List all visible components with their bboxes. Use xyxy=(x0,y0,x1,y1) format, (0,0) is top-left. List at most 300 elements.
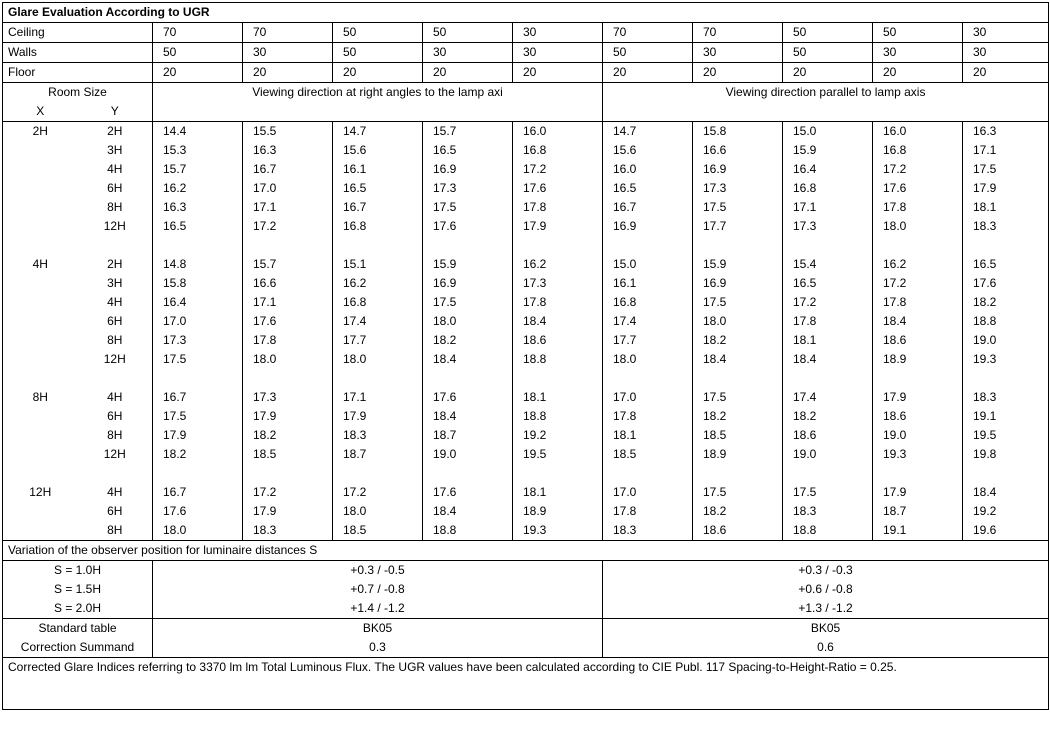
y-value: 12H xyxy=(78,217,153,236)
table-row xyxy=(3,217,1049,236)
table-row xyxy=(3,521,1049,541)
perpendicular-header-underline xyxy=(153,102,603,122)
x-header: X xyxy=(3,102,78,122)
parallel-header-underline xyxy=(603,102,1049,122)
floor-value: 20 xyxy=(513,63,603,83)
variation-perp-value: +0.7 / -0.8 xyxy=(153,580,603,599)
ugr-value: 17.5 xyxy=(153,407,243,426)
variation-header-row xyxy=(3,541,1049,561)
ugr-value: 14.4 xyxy=(153,122,243,142)
walls-value: 50 xyxy=(603,43,693,63)
ceiling-value: 50 xyxy=(873,23,963,43)
walls-value: 50 xyxy=(153,43,243,63)
ugr-value: 18.7 xyxy=(333,445,423,464)
standard-table-perp: BK05 xyxy=(153,619,603,639)
ugr-value: 16.0 xyxy=(513,122,603,142)
y-value: 2H xyxy=(78,255,153,274)
ugr-value: 17.6 xyxy=(873,179,963,198)
ugr-value: 18.0 xyxy=(153,521,243,541)
ugr-value: 17.9 xyxy=(333,407,423,426)
ceiling-value: 30 xyxy=(963,23,1049,43)
y-value: 12H xyxy=(78,445,153,464)
ugr-value: 18.7 xyxy=(423,426,513,445)
ugr-value: 16.9 xyxy=(603,217,693,236)
variation-row xyxy=(3,580,1049,599)
y-value: 6H xyxy=(78,502,153,521)
ugr-value: 15.0 xyxy=(603,255,693,274)
variation-row xyxy=(3,599,1049,619)
ugr-value: 17.6 xyxy=(423,483,513,502)
y-value: 6H xyxy=(78,312,153,331)
table-row xyxy=(3,312,1049,331)
y-value: 4H xyxy=(78,388,153,407)
ugr-value: 17.5 xyxy=(693,198,783,217)
ceiling-value: 50 xyxy=(783,23,873,43)
y-value: 2H xyxy=(78,122,153,142)
variation-header: Variation of the observer position for luminaire distances S xyxy=(3,541,1049,561)
ugr-value: 17.6 xyxy=(423,388,513,407)
ugr-value: 17.5 xyxy=(963,160,1049,179)
y-value: 4H xyxy=(78,293,153,312)
ugr-value: 17.5 xyxy=(423,198,513,217)
ugr-value: 18.9 xyxy=(693,445,783,464)
ugr-value: 15.0 xyxy=(783,122,873,142)
ugr-value: 18.5 xyxy=(693,426,783,445)
ugr-value: 16.5 xyxy=(153,217,243,236)
ugr-value: 17.5 xyxy=(693,388,783,407)
group-spacer xyxy=(3,236,1049,255)
ugr-value: 17.9 xyxy=(963,179,1049,198)
y-value: 12H xyxy=(78,350,153,369)
ugr-value: 19.0 xyxy=(963,331,1049,350)
ugr-value: 18.5 xyxy=(603,445,693,464)
ugr-value: 17.1 xyxy=(783,198,873,217)
ugr-value: 18.8 xyxy=(963,312,1049,331)
table-row xyxy=(3,331,1049,350)
standard-table-label: Standard table xyxy=(3,619,153,639)
ugr-value: 15.3 xyxy=(153,141,243,160)
ugr-value: 16.5 xyxy=(333,179,423,198)
ugr-value: 14.7 xyxy=(333,122,423,142)
ugr-value: 16.4 xyxy=(153,293,243,312)
ugr-value: 17.0 xyxy=(603,388,693,407)
ugr-value: 19.5 xyxy=(513,445,603,464)
ugr-value: 16.6 xyxy=(243,274,333,293)
ugr-value: 16.9 xyxy=(693,274,783,293)
header-row-direction xyxy=(3,83,1049,103)
walls-value: 50 xyxy=(783,43,873,63)
ugr-value: 18.6 xyxy=(513,331,603,350)
ugr-value: 18.2 xyxy=(243,426,333,445)
ugr-value: 18.6 xyxy=(783,426,873,445)
ugr-value: 17.6 xyxy=(963,274,1049,293)
ugr-value: 17.0 xyxy=(243,179,333,198)
reflectance-row-walls xyxy=(3,43,1049,63)
reflectance-row-floor xyxy=(3,63,1049,83)
ugr-value: 17.0 xyxy=(153,312,243,331)
ugr-value: 17.5 xyxy=(693,483,783,502)
ugr-value: 17.6 xyxy=(423,217,513,236)
standard-table-para: BK05 xyxy=(603,619,1049,639)
ugr-value: 19.0 xyxy=(423,445,513,464)
floor-value: 20 xyxy=(783,63,873,83)
ugr-value: 15.5 xyxy=(243,122,333,142)
ugr-value: 19.1 xyxy=(963,407,1049,426)
ugr-value: 18.8 xyxy=(423,521,513,541)
ugr-value: 18.8 xyxy=(513,407,603,426)
x-value-empty xyxy=(3,141,78,160)
ugr-value: 17.7 xyxy=(333,331,423,350)
ugr-value: 17.3 xyxy=(783,217,873,236)
ugr-value: 17.5 xyxy=(423,293,513,312)
ugr-value: 18.4 xyxy=(513,312,603,331)
ugr-value: 16.3 xyxy=(243,141,333,160)
ugr-value: 17.8 xyxy=(603,502,693,521)
ugr-value: 14.7 xyxy=(603,122,693,142)
ugr-value: 17.6 xyxy=(513,179,603,198)
ugr-value: 16.2 xyxy=(153,179,243,198)
ugr-value: 18.2 xyxy=(693,502,783,521)
table-row xyxy=(3,483,1049,502)
x-value: 12H xyxy=(3,483,78,502)
ugr-value: 18.3 xyxy=(963,388,1049,407)
ugr-value: 15.7 xyxy=(423,122,513,142)
ugr-value: 18.0 xyxy=(873,217,963,236)
ugr-value: 17.9 xyxy=(513,217,603,236)
ugr-value: 16.5 xyxy=(603,179,693,198)
variation-perp-value: +0.3 / -0.5 xyxy=(153,561,603,581)
ugr-value: 15.7 xyxy=(153,160,243,179)
ugr-value: 18.1 xyxy=(603,426,693,445)
ugr-value: 16.8 xyxy=(513,141,603,160)
ugr-value: 18.4 xyxy=(783,350,873,369)
x-value-empty xyxy=(3,293,78,312)
row-label-floor: Floor xyxy=(3,63,153,83)
y-value: 3H xyxy=(78,274,153,293)
x-value-empty xyxy=(3,160,78,179)
table-row xyxy=(3,198,1049,217)
variation-para-value: +0.6 / -0.8 xyxy=(603,580,1049,599)
ugr-value: 16.3 xyxy=(153,198,243,217)
ugr-value: 18.2 xyxy=(693,407,783,426)
correction-summand-para: 0.6 xyxy=(603,638,1049,658)
x-value-empty xyxy=(3,350,78,369)
ugr-value: 18.0 xyxy=(243,350,333,369)
ugr-value: 16.8 xyxy=(873,141,963,160)
ugr-value: 17.5 xyxy=(783,483,873,502)
ugr-value: 15.8 xyxy=(153,274,243,293)
walls-value: 30 xyxy=(873,43,963,63)
ugr-value: 17.8 xyxy=(603,407,693,426)
table-row xyxy=(3,255,1049,274)
ugr-value: 16.3 xyxy=(963,122,1049,142)
ugr-value: 19.0 xyxy=(783,445,873,464)
ugr-value: 19.6 xyxy=(963,521,1049,541)
y-value: 8H xyxy=(78,331,153,350)
ceiling-value: 70 xyxy=(603,23,693,43)
ugr-value: 17.8 xyxy=(783,312,873,331)
y-value: 6H xyxy=(78,407,153,426)
x-value-empty xyxy=(3,217,78,236)
ugr-value: 18.3 xyxy=(243,521,333,541)
ugr-value: 18.4 xyxy=(423,350,513,369)
x-value-empty xyxy=(3,331,78,350)
ugr-value: 17.1 xyxy=(963,141,1049,160)
ugr-value: 15.4 xyxy=(783,255,873,274)
footer-note: Corrected Glare Indices referring to 3370 lm lm Total Luminous Flux. The UGR values have been calculated according to CIE Publ. 117 Spacing-to-Height-Ratio = 0.25. xyxy=(3,658,1049,678)
table-row xyxy=(3,445,1049,464)
walls-value: 30 xyxy=(513,43,603,63)
ugr-value: 19.3 xyxy=(963,350,1049,369)
x-value-empty xyxy=(3,521,78,541)
ugr-value: 16.7 xyxy=(333,198,423,217)
ugr-value: 17.9 xyxy=(243,502,333,521)
title-row xyxy=(3,3,1049,23)
table-row xyxy=(3,160,1049,179)
ugr-value: 17.2 xyxy=(873,160,963,179)
ugr-value: 18.5 xyxy=(333,521,423,541)
floor-value: 20 xyxy=(873,63,963,83)
footer-spacer xyxy=(3,677,1049,710)
floor-value: 20 xyxy=(603,63,693,83)
ceiling-value: 50 xyxy=(333,23,423,43)
ugr-value: 17.8 xyxy=(873,293,963,312)
row-label-walls: Walls xyxy=(3,43,153,63)
ugr-value: 17.9 xyxy=(243,407,333,426)
parallel-direction-header: Viewing direction parallel to lamp axis xyxy=(603,83,1049,103)
walls-value: 30 xyxy=(693,43,783,63)
ugr-value: 17.2 xyxy=(243,217,333,236)
footer-spacer-row xyxy=(3,677,1049,710)
x-value-empty xyxy=(3,198,78,217)
ugr-value: 19.8 xyxy=(963,445,1049,464)
walls-value: 30 xyxy=(963,43,1049,63)
table-row xyxy=(3,426,1049,445)
ugr-value: 17.1 xyxy=(333,388,423,407)
y-header: Y xyxy=(78,102,153,122)
ugr-value: 17.7 xyxy=(693,217,783,236)
ugr-value: 18.7 xyxy=(873,502,963,521)
ugr-value: 16.8 xyxy=(333,293,423,312)
ugr-value: 18.3 xyxy=(603,521,693,541)
ugr-value: 16.0 xyxy=(603,160,693,179)
y-value: 4H xyxy=(78,160,153,179)
ugr-value: 17.2 xyxy=(333,483,423,502)
table-row xyxy=(3,407,1049,426)
ugr-value: 17.3 xyxy=(513,274,603,293)
floor-value: 20 xyxy=(423,63,513,83)
ugr-value: 17.3 xyxy=(153,331,243,350)
ugr-value: 15.8 xyxy=(693,122,783,142)
ugr-value: 17.9 xyxy=(873,483,963,502)
ugr-value: 16.2 xyxy=(513,255,603,274)
ugr-value: 18.4 xyxy=(873,312,963,331)
ugr-value: 16.7 xyxy=(153,388,243,407)
ugr-value: 18.3 xyxy=(783,502,873,521)
ugr-value: 17.0 xyxy=(603,483,693,502)
reflectance-row-ceiling xyxy=(3,23,1049,43)
y-value: 3H xyxy=(78,141,153,160)
ugr-table xyxy=(2,2,1049,710)
ugr-value: 19.3 xyxy=(873,445,963,464)
correction-summand-row xyxy=(3,638,1049,658)
group-spacer xyxy=(3,464,1049,483)
ugr-value: 17.9 xyxy=(873,388,963,407)
table-row xyxy=(3,293,1049,312)
ugr-value: 18.4 xyxy=(423,407,513,426)
x-value-empty xyxy=(3,445,78,464)
ugr-value: 16.8 xyxy=(603,293,693,312)
x-value: 2H xyxy=(3,122,78,142)
ugr-value: 17.8 xyxy=(513,198,603,217)
group-spacer xyxy=(3,369,1049,388)
walls-value: 30 xyxy=(423,43,513,63)
x-value-empty xyxy=(3,179,78,198)
ugr-value: 18.2 xyxy=(423,331,513,350)
ugr-value: 18.6 xyxy=(693,521,783,541)
variation-row xyxy=(3,561,1049,581)
x-value-empty xyxy=(3,426,78,445)
ugr-value: 18.3 xyxy=(963,217,1049,236)
ugr-value: 17.2 xyxy=(783,293,873,312)
y-value: 8H xyxy=(78,426,153,445)
ugr-value: 17.4 xyxy=(783,388,873,407)
ugr-value: 15.9 xyxy=(783,141,873,160)
ugr-value: 18.5 xyxy=(243,445,333,464)
y-value: 6H xyxy=(78,179,153,198)
ugr-value: 18.1 xyxy=(513,483,603,502)
ugr-value: 15.9 xyxy=(423,255,513,274)
floor-value: 20 xyxy=(243,63,333,83)
ugr-value: 15.1 xyxy=(333,255,423,274)
ugr-value: 19.2 xyxy=(513,426,603,445)
ugr-value: 17.8 xyxy=(513,293,603,312)
ugr-value: 14.8 xyxy=(153,255,243,274)
ugr-value: 19.0 xyxy=(873,426,963,445)
ugr-value: 16.9 xyxy=(423,160,513,179)
ugr-value: 17.4 xyxy=(333,312,423,331)
ugr-value: 18.9 xyxy=(513,502,603,521)
ugr-value: 16.7 xyxy=(603,198,693,217)
ugr-value: 17.3 xyxy=(693,179,783,198)
ugr-value: 17.1 xyxy=(243,198,333,217)
ugr-value: 18.9 xyxy=(873,350,963,369)
ugr-value: 17.3 xyxy=(423,179,513,198)
table-row xyxy=(3,141,1049,160)
ugr-value: 16.2 xyxy=(333,274,423,293)
correction-summand-label: Correction Summand xyxy=(3,638,153,658)
ugr-value: 18.8 xyxy=(513,350,603,369)
ugr-value: 18.6 xyxy=(873,407,963,426)
x-value-empty xyxy=(3,312,78,331)
ugr-value: 19.2 xyxy=(963,502,1049,521)
ugr-value: 18.6 xyxy=(873,331,963,350)
variation-label: S = 1.5H xyxy=(3,580,153,599)
variation-label: S = 1.0H xyxy=(3,561,153,581)
ugr-value: 18.4 xyxy=(963,483,1049,502)
ugr-value: 18.0 xyxy=(333,502,423,521)
table-row xyxy=(3,502,1049,521)
ugr-value: 15.7 xyxy=(243,255,333,274)
ceiling-value: 30 xyxy=(513,23,603,43)
ugr-value: 17.6 xyxy=(243,312,333,331)
ugr-value: 18.0 xyxy=(423,312,513,331)
ugr-value: 16.8 xyxy=(333,217,423,236)
ugr-value: 17.2 xyxy=(243,483,333,502)
ugr-value: 16.4 xyxy=(783,160,873,179)
ugr-value: 16.5 xyxy=(423,141,513,160)
ugr-value: 18.1 xyxy=(963,198,1049,217)
walls-value: 50 xyxy=(333,43,423,63)
ugr-value: 18.0 xyxy=(603,350,693,369)
y-value: 8H xyxy=(78,521,153,541)
footer-row xyxy=(3,658,1049,678)
ugr-value: 18.2 xyxy=(963,293,1049,312)
table-row xyxy=(3,350,1049,369)
ugr-value: 16.7 xyxy=(243,160,333,179)
ugr-value: 17.4 xyxy=(603,312,693,331)
ceiling-value: 70 xyxy=(153,23,243,43)
ugr-value: 16.1 xyxy=(333,160,423,179)
ceiling-value: 50 xyxy=(423,23,513,43)
table-row xyxy=(3,122,1049,142)
ugr-value: 16.0 xyxy=(873,122,963,142)
ugr-value: 17.6 xyxy=(153,502,243,521)
ugr-value: 16.9 xyxy=(693,160,783,179)
ugr-value: 16.9 xyxy=(423,274,513,293)
ugr-value: 16.7 xyxy=(153,483,243,502)
ugr-value: 18.1 xyxy=(783,331,873,350)
ugr-value: 17.5 xyxy=(153,350,243,369)
walls-value: 30 xyxy=(243,43,333,63)
room-size-header: Room Size xyxy=(3,83,153,103)
row-label-ceiling: Ceiling xyxy=(3,23,153,43)
ugr-value: 17.7 xyxy=(603,331,693,350)
x-value-empty xyxy=(3,274,78,293)
ugr-value: 18.2 xyxy=(153,445,243,464)
ugr-value: 16.5 xyxy=(783,274,873,293)
table-row xyxy=(3,388,1049,407)
variation-para-value: +1.3 / -1.2 xyxy=(603,599,1049,619)
table-row xyxy=(3,179,1049,198)
ugr-value: 17.8 xyxy=(873,198,963,217)
variation-label: S = 2.0H xyxy=(3,599,153,619)
variation-perp-value: +1.4 / -1.2 xyxy=(153,599,603,619)
y-value: 4H xyxy=(78,483,153,502)
ugr-value: 18.1 xyxy=(513,388,603,407)
ugr-value: 17.2 xyxy=(513,160,603,179)
table-row xyxy=(3,274,1049,293)
ugr-value: 15.6 xyxy=(333,141,423,160)
ugr-value: 16.5 xyxy=(963,255,1049,274)
ugr-value: 16.2 xyxy=(873,255,963,274)
variation-para-value: +0.3 / -0.3 xyxy=(603,561,1049,581)
ugr-value: 15.9 xyxy=(693,255,783,274)
ugr-value: 15.6 xyxy=(603,141,693,160)
ugr-value: 16.8 xyxy=(783,179,873,198)
x-value-empty xyxy=(3,407,78,426)
standard-table-row xyxy=(3,619,1049,639)
ugr-value: 17.3 xyxy=(243,388,333,407)
ugr-value: 18.4 xyxy=(423,502,513,521)
ugr-value: 18.2 xyxy=(783,407,873,426)
ugr-value: 17.1 xyxy=(243,293,333,312)
floor-value: 20 xyxy=(963,63,1049,83)
y-value: 8H xyxy=(78,198,153,217)
correction-summand-perp: 0.3 xyxy=(153,638,603,658)
perpendicular-direction-header: Viewing direction at right angles to the lamp axi xyxy=(153,83,603,103)
ugr-value: 18.0 xyxy=(333,350,423,369)
